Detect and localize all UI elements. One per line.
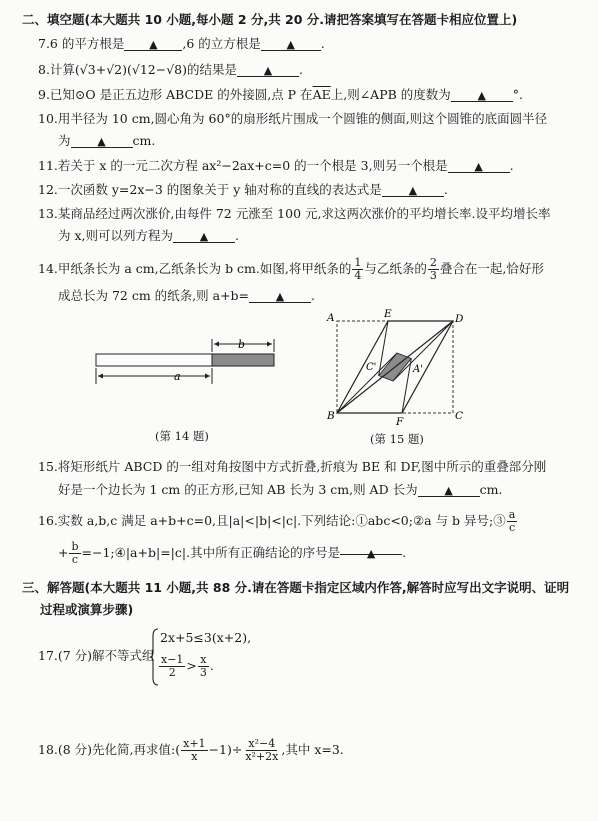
question-18: 18.(8 分)先化简,再求值:( $\frac{x+1}{x}$ −1)÷ $\frac{\text{x²−4}}{\text{x²+2x}}$ ,其中 x=3. xyxy=(38,737,344,763)
fraction-a-over-c: $\frac{a}{c}$ xyxy=(508,508,516,534)
answer-blank: ▲ xyxy=(261,36,321,51)
figure-14 xyxy=(90,330,290,390)
label-a: a xyxy=(174,370,181,383)
question-16-line2: + $\frac{b}{c}$ =−1;④|a+b|=|c|.其中所有正确结论的序号是 ▲ . xyxy=(58,540,407,566)
question-11: 11.若关于 x 的一元二次方程 ax²−2ax+c=0 的一个根是 3,则另一个根是 ▲ . xyxy=(38,158,514,173)
question-10-line2: 为 ▲ cm. xyxy=(58,133,156,148)
answer-blank: ▲ xyxy=(249,288,311,303)
answer-blank: ▲ xyxy=(340,540,402,555)
section-2-title: 二、填空题(本大题共 10 小题,每小题 2 分,共 20 分.请把答案填写在答题卡相应位置上) xyxy=(22,12,518,27)
vertex-b: B xyxy=(327,410,335,422)
vertex-c-prime: C' xyxy=(366,362,377,373)
answer-blank: ▲ xyxy=(418,482,480,497)
fraction-b-over-c: $\frac{b}{c}$ xyxy=(71,540,79,566)
inequality-1: 2x+5≤3(x+2), xyxy=(160,630,252,645)
question-12: 12.一次函数 y=2x−3 的图象关于 y 轴对称的直线的表达式是 ▲ . xyxy=(38,182,448,197)
fraction-x2-minus-4-over-x2-plus-2x: $\frac{\text{x²−4}}{\text{x²+2x}}$ xyxy=(245,737,279,763)
vertex-a: A xyxy=(327,312,335,324)
question-13-line2: 为 x,则可以列方程为 ▲ . xyxy=(58,228,239,243)
vertex-e: E xyxy=(384,308,392,320)
fraction-one-quarter: $\frac{1}{4}$ xyxy=(354,256,362,282)
question-16-line1: 16.实数 a,b,c 满足 a+b+c=0,且|a|<|b|<|c|.下列结论:①abc<0;②a 与 b 异号;③ $\frac{a}{c}$ xyxy=(38,508,516,534)
vertex-c: C xyxy=(455,410,464,422)
vertex-a-prime: A' xyxy=(413,364,423,375)
fraction-x-minus-1-over-2: $\frac{x-1}{2}$ xyxy=(161,653,184,679)
answer-blank: ▲ xyxy=(124,36,182,51)
question-17-label: 17.(7 分)解不等式组 xyxy=(38,648,155,663)
label-b: b xyxy=(238,338,246,351)
inequality-2: $\frac{x-1}{2}$ > $\frac{x}{3}$ . xyxy=(161,653,214,679)
figure-14-caption: (第 14 题) xyxy=(155,429,209,443)
answer-blank: ▲ xyxy=(173,228,235,243)
question-14-line2: 成总长为 72 cm 的纸条,则 a+b= ▲ . xyxy=(58,288,316,303)
section-3-title-line2: 过程或演算步骤) xyxy=(40,602,134,617)
vertex-f: F xyxy=(396,416,404,428)
question-15-line1: 15.将矩形纸片 ABCD 的一组对角按图中方式折叠,折痕为 BE 和 DF,图中所示的重叠部分刚 xyxy=(38,459,547,474)
question-9: 9.已知⊙O 是正五边形 ABCDE 的外接圆,点 P 在$\overline{AE}$上,则∠APB 的度数为 ▲ °. xyxy=(38,87,523,102)
question-8: 8.计算(√3+√2)(√12−√8)的结果是 ▲ . xyxy=(38,62,303,77)
answer-blank: ▲ xyxy=(382,182,444,197)
question-13-line1: 13.某商品经过两次涨价,由每件 72 元涨至 100 元,求这两次涨价的平均增长率.设平均增长率 xyxy=(38,206,551,221)
answer-blank: ▲ xyxy=(451,87,513,102)
question-10-line1: 10.用半径为 10 cm,圆心角为 60°的扇形纸片围成一个圆锥的侧面,则这个圆锥的底面圆半径 xyxy=(38,111,548,126)
fraction-x-over-3: $\frac{x}{3}$ xyxy=(199,653,207,679)
section-3-title-line1: 三、解答题(本大题共 11 小题,共 88 分.请在答题卡指定区域内作答,解答时应写出文字说明、证明 xyxy=(22,580,570,595)
vertex-d: D xyxy=(455,313,464,325)
figure-15-caption: (第 15 题) xyxy=(370,432,424,446)
fraction-two-thirds: $\frac{2}{3}$ xyxy=(429,256,437,282)
arc-ae: $\overline{AE}$ xyxy=(312,87,331,102)
answer-blank: ▲ xyxy=(237,62,299,77)
fraction-x-plus-1-over-x: $\frac{x+1}{x}$ xyxy=(183,737,206,763)
answer-blank: ▲ xyxy=(71,133,133,148)
figure-15 xyxy=(320,308,470,428)
question-14-line1: 14.甲纸条长为 a cm,乙纸条长为 b cm.如图,将甲纸条的 $\frac{1}{4}$ 与乙纸条的 $\frac{2}{3}$ 叠合在一起,恰好形 xyxy=(38,256,544,282)
question-7: 7.6 的平方根是 ▲ ,6 的立方根是 ▲ . xyxy=(38,36,325,51)
question-15-line2: 好是一个边长为 1 cm 的正方形,已知 AB 长为 3 cm,则 AD 长为 ▲ cm. xyxy=(58,482,503,497)
answer-blank: ▲ xyxy=(448,158,510,173)
